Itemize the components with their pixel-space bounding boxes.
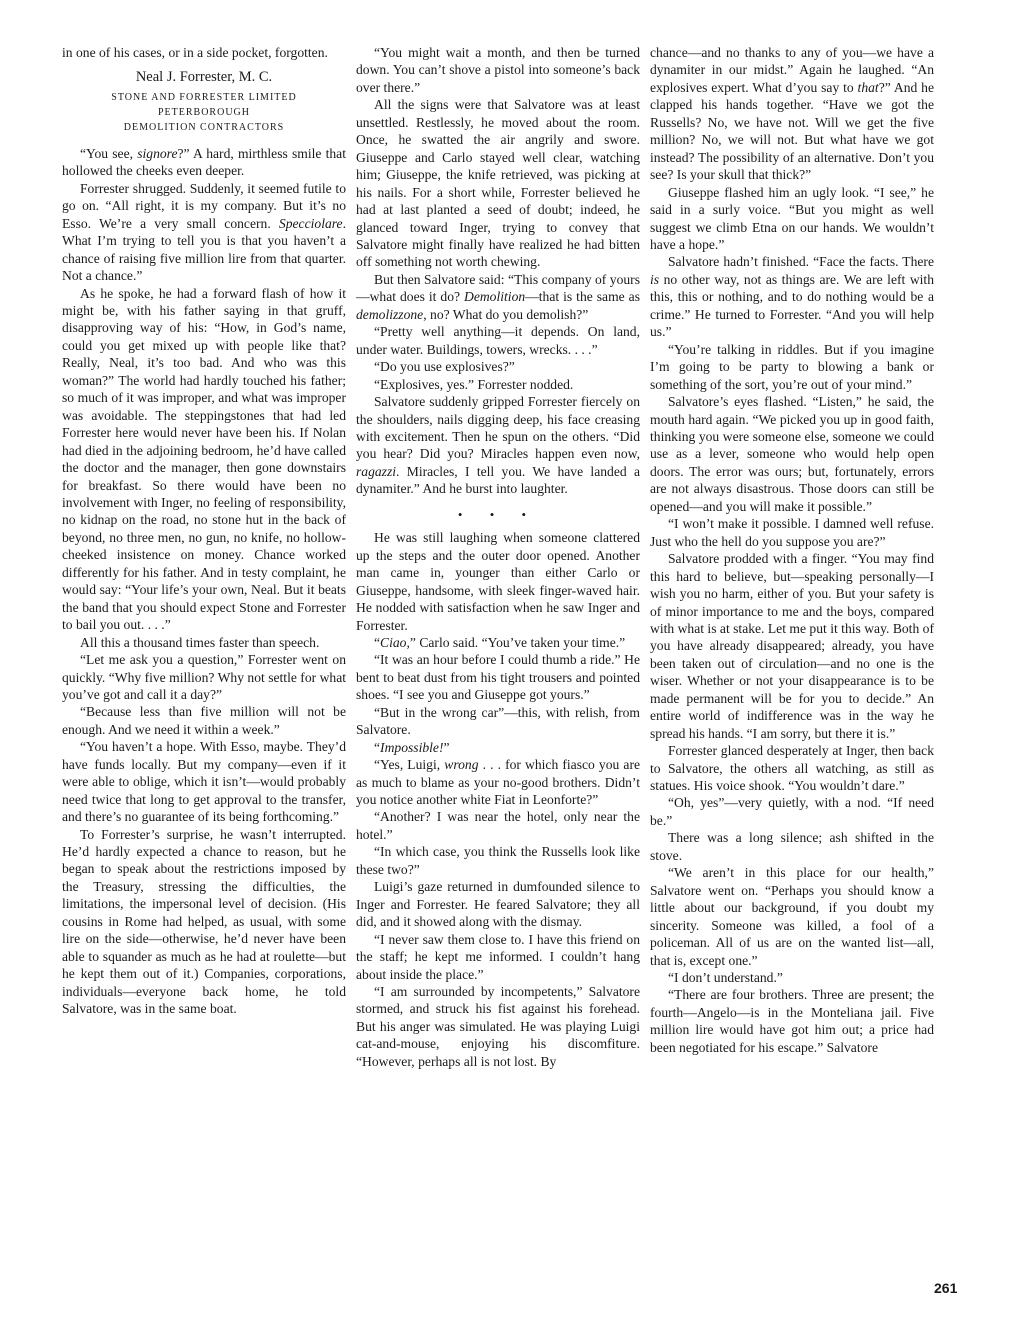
paragraph: Giuseppe flashed him an ugly look. “I see,” he said in a surly voice. “But you might as well suggest we climb Etna on our hands. We wouldn’t have a hope.” [650, 184, 934, 252]
paragraph: “There are four brothers. Three are present; the fourth—Angelo—is in the Monteliana jail. Five million lire would have got him out; a price had been negotiated for his escape.” Salvatore [650, 987, 934, 1055]
paragraph: “Because less than five million will not be enough. And we need it within a week.” [62, 704, 346, 737]
paragraph: “Let me ask you a question,” Forrester went on quickly. “Why five million? Why not settle for what you’ve got and call it a day?” [62, 652, 346, 702]
paragraph: Salvatore hadn’t finished. “Face the facts. There is no other way, not as things are. We are left with this, this or nothing, and to do nothing would be a crime.” He turned to Forrester. “And you will help us.” [650, 254, 934, 340]
paragraph: “In which case, you think the Russells look like these two?” [356, 844, 640, 877]
paragraph: “You’re talking in riddles. But if you imagine I’m going to be party to blowing a bank or something of the sort, you’re out of your mind.” [650, 341, 934, 392]
letterhead-city: PETERBOROUGH [157, 106, 250, 118]
paragraph: “Explosives, yes.” Forrester nodded. [374, 376, 574, 392]
paragraph: “I never saw them close to. I have this friend on the staff; he kept me informed. I couldn’t hang about inside the place.” [356, 931, 640, 982]
text-column-1 [62, 44, 346, 1018]
paragraph: “Impossible!” [374, 739, 450, 755]
paragraph: “Do you use explosives?” [374, 359, 515, 375]
paragraph: “You haven’t a hope. With Esso, maybe. They’d have funds locally. But my company—even if it were able to oblige, which it isn’t—would probably need twice that long to get approval to the transfer, and there’s no guarantee of its being forthcoming.” [62, 739, 346, 825]
section-separator: • • • [457, 506, 539, 522]
paragraph: As he spoke, he had a forward flash of how it might be, with his father saying in that gruff, disapproving way of his: “How, in God’s name, could you get mixed up with people like that? Really, Neal, it’s too bad. And who was this woman?” The world had hardly touched his father; so much of it was improper, and what was improper was avoidable. The steppingstones that had led Forrester here would never have been his. If Nolan had died in the adjoining bedroom, he’d have called the doctor and the manager, then gone downstairs for breakfast. So there would have been no involvement with Inger, no feeling of responsibility, no kidnap on the road, no stone hut in the back of beyond, no three men, no gun, no knife, no hollow-cheeked insistence on money. Chance worked differently for his father. And in testy complaint, he would say: “Your life’s your own, Neal. But it beats the band that you should expect Stone and Forrester to bail you out. . . .” [62, 285, 346, 633]
text-column-3 [650, 44, 934, 1056]
paragraph: “It was an hour before I could thumb a ride.” He bent to beat dust from his tight trousers and pointed shoes. “I see you and Giuseppe got yours.” [356, 652, 640, 703]
paragraph: “Pretty well anything—it depends. On land, under water. Buildings, towers, wrecks. . . .” [356, 324, 640, 357]
paragraph: All this a thousand times faster than speech. [80, 634, 320, 650]
letterhead-name: Neal J. Forrester, M. C. [135, 69, 273, 86]
paragraph: “I won’t make it possible. I damned well refuse. Just who the hell do you suppose you are?” [650, 516, 934, 549]
paragraph: Salvatore suddenly gripped Forrester fiercely on the shoulders, nails digging deep, his face creasing with excitement. Then he spun on the others. “Did you hear? Did you? Miracles happen even now, ragazzi. Miracles, I tell you. We have landed a dynamiter.” And he burst into laughter. [356, 394, 640, 497]
paragraph: “Another? I was near the hotel, only near the hotel.” [356, 809, 640, 842]
page-number: 261 [934, 1280, 958, 1296]
paragraph: “I am surrounded by incompetents,” Salvatore stormed, and struck his fist against his forehead. But his anger was simulated. He was playing Luigi cat-and-mouse, enjoying his discomfiture. “However, perhaps all is not lost. By [356, 984, 640, 1069]
paragraph: Forrester glanced desperately at Inger, then back to Salvatore, the others all watching, as still as statues. His voice shook. “You wouldn’t dare.” [650, 743, 934, 794]
paragraph: Luigi’s gaze returned in dumfounded silence to Inger and Forrester. He feared Salvatore; they all did, and it showed along with the dismay. [356, 879, 640, 930]
text-column-2 [356, 44, 640, 1070]
paragraph: “But in the wrong car”—this, with relish, from Salvatore. [356, 704, 640, 738]
paragraph: “Yes, Luigi, wrong . . . for which fiasco you are as much to blame as your no-good brothers. Didn’t you notice another white Fiat in Leonforte?” [356, 757, 640, 808]
paragraph: “You see, signore?” A hard, mirthless smile that hollowed the cheeks even deeper. [62, 145, 346, 179]
paragraph: To Forrester’s surprise, he wasn’t interrupted. He’d hardly expected a chance to reason, but he began to speak about the restrictions imposed by the Treasury, stressing the difficulties, the limitations, the impersonal level of decision. (His cousins in Rome had helped, as usual, with some lire on the side—otherwise, he’d never have been able to squander as much as he had at roulette—but he kept them out of it.) Companies, corporations, individuals—everyone back home, he told Salvatore, was in the same boat. [62, 826, 346, 1017]
paragraph: in one of his cases, or in a side pocket, forgotten. [62, 45, 328, 60]
paragraph: Salvatore prodded with a finger. “You may find this hard to believe, but—speaking personally—I wish you no harm, either of you. But your safety is of minor importance to me and the boys, compared with what is at stake. Let me put it this way. Both of you have already disappeared; already, you have been taken out of circulation—and no one is the wiser. Whether or not your disappearance is to be made permanent will be for you to decide.” An entire world of indifference was in the way he spread his hands. “I am sorry, but there it is.” [650, 551, 934, 741]
paragraph: “Ciao,” Carlo said. “You’ve taken your time.” [374, 634, 626, 650]
letterhead-business: DEMOLITION CONTRACTORS [123, 121, 285, 133]
paragraph: “I don’t understand.” [668, 970, 783, 986]
letterhead-company: STONE AND FORRESTER LIMITED [111, 91, 297, 103]
paragraph: chance—and no thanks to any of you—we have a dynamiter in our midst.” Again he laughed. “An explosives expert. What d’you say to that?” And he clapped his hands together. “Have we got the Russells? No, we have not. Will we get the five million? No, we will not. But what have we got instead? The possibility of an alternative. Don’t you see? Is your skull that thick?” [650, 45, 934, 183]
paragraph: There was a long silence; ash shifted in the stove. [650, 830, 934, 863]
paragraph: “You might wait a month, and then be turned down. You can’t shove a pistol into someone’s back over there.” [356, 45, 640, 95]
paragraph: He was still laughing when someone clattered up the steps and the outer door opened. Another man came in, younger than either Carlo or Giuseppe, handsome, with sleek finger-waved hair. He nodded with satisfaction when he saw Inger and Forrester. [356, 530, 640, 633]
paragraph: Forrester shrugged. Suddenly, it seemed futile to go on. “All right, it is my company. But it’s no Esso. We’re a very small concern. Specciolare. What I’m trying to tell you is that you haven’t a chance of raising five million lire from that quarter. Not a chance.” [62, 180, 346, 284]
paragraph: “Oh, yes”—very quietly, with a nod. “If need be.” [650, 795, 934, 828]
paragraph: “We aren’t in this place for our health,” Salvatore went on. “Perhaps you should know a little about our background, if you doubt my sincerity. Someone was killed, a fool of a policeman. All of us are on the wanted list—all, that is, except one.” [650, 865, 934, 968]
paragraph: All the signs were that Salvatore was at least unsettled. Restlessly, he moved about the room. Once, he swatted the air angrily and swore. Giuseppe and Carlo stayed well clear, watching him; Giuseppe, the knife retrieved, was picking at his nails. For a short while, Forrester believed he had at last planted a seed of doubt; indeed, he glanced toward Inger, trying to convey that Salvatore might finally have realized he had bitten off something not worth chewing. [356, 97, 640, 270]
letterhead [62, 69, 346, 134]
paragraph: But then Salvatore said: “This company of yours—what does it do? Demolition—that is the same as demolizzone, no? What do you demolish?” [356, 271, 640, 322]
paragraph: Salvatore’s eyes flashed. “Listen,” he said, the mouth hard again. “We picked you up in good faith, thinking you were someone else, someone we could use as a lever, someone who would help open doors. The error was ours; but, fortunately, errors are not always disastrous. Those doors can still be opened—and you will make it possible.” [650, 394, 934, 514]
